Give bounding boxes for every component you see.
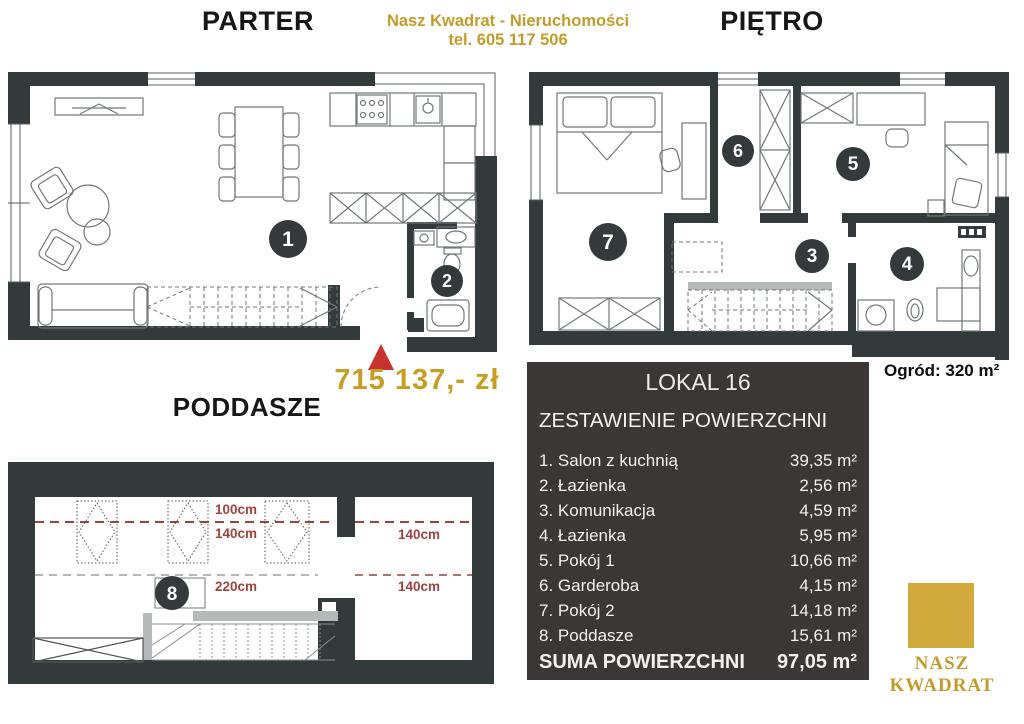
armchair bbox=[37, 228, 82, 273]
garderoba-6 bbox=[760, 90, 790, 210]
parter-windows bbox=[8, 72, 495, 282]
total-area: 97,05 m² bbox=[776, 651, 857, 673]
dim-100cm: 100cm bbox=[215, 502, 258, 517]
living-room-furniture bbox=[29, 98, 299, 328]
agency-phone: tel. 605 117 506 bbox=[448, 31, 568, 49]
svg-text:5: 5 bbox=[847, 154, 859, 175]
agency-name: Nasz Kwadrat - Nieruchomości bbox=[386, 12, 630, 30]
room-area: 5,95 m² bbox=[799, 525, 857, 545]
dim-140cm-right-top: 140cm bbox=[398, 527, 441, 542]
pietro-title: PIĘTRO bbox=[720, 6, 824, 36]
room-marker-4 bbox=[890, 247, 924, 281]
floor-plan-pietro bbox=[512, 60, 1024, 360]
bathroom-sink bbox=[964, 256, 978, 276]
room-marker-6 bbox=[722, 135, 754, 167]
double-bed bbox=[557, 93, 662, 193]
room-label: 5. Pokój 1 bbox=[539, 550, 615, 570]
wardrobe bbox=[801, 93, 853, 123]
dining-table bbox=[219, 107, 299, 201]
stove bbox=[357, 95, 387, 124]
room-area: 39,35 m² bbox=[789, 450, 857, 470]
room-marker-3 bbox=[795, 239, 829, 273]
svg-text:6: 6 bbox=[732, 141, 744, 161]
floor-plan-poddasze bbox=[0, 440, 512, 724]
price-label: 715 137,- zł bbox=[334, 364, 500, 396]
tv-cabinet bbox=[55, 98, 143, 115]
desk bbox=[857, 93, 925, 125]
attic-wardrobe bbox=[33, 638, 143, 662]
room-row bbox=[539, 498, 857, 523]
single-bed bbox=[945, 122, 988, 215]
poddasze-title: PODDASZE bbox=[172, 392, 322, 422]
bedroom-5 bbox=[801, 93, 988, 216]
skylights bbox=[77, 501, 309, 563]
stair-railing bbox=[143, 613, 152, 660]
washer bbox=[414, 231, 434, 245]
area-summary-panel bbox=[527, 362, 869, 680]
dim-140cm-left: 140cm bbox=[215, 526, 258, 541]
height-lines bbox=[35, 502, 472, 594]
wardrobe bbox=[559, 298, 660, 330]
desk bbox=[682, 123, 706, 199]
room-area: 2,56 m² bbox=[799, 475, 857, 495]
room-area: 4,59 m² bbox=[799, 500, 857, 520]
stair-railing bbox=[193, 611, 338, 621]
bathroom-4 bbox=[858, 226, 986, 331]
room-marker-2 bbox=[431, 265, 463, 297]
room-area: 4,15 m² bbox=[799, 575, 857, 595]
stair-railing bbox=[688, 282, 832, 290]
logo-text: NASZ KWADRAT bbox=[889, 653, 995, 696]
armchair bbox=[29, 165, 75, 210]
room-label: 3. Komunikacja bbox=[539, 500, 656, 520]
room-label: 8. Poddasze bbox=[539, 625, 634, 645]
room-label: 4. Łazienka bbox=[539, 525, 626, 545]
coffee-table bbox=[84, 219, 110, 245]
svg-text:8: 8 bbox=[166, 584, 178, 605]
room-label: 7. Pokój 2 bbox=[539, 600, 615, 620]
room-area: 15,61 m² bbox=[789, 625, 857, 645]
panel-subtitle: ZESTAWIENIE POWIERZCHNI bbox=[539, 409, 828, 432]
bathroom-sink bbox=[437, 227, 475, 247]
garden-area-label: Ogród: 320 m² bbox=[884, 361, 1000, 380]
logo-square bbox=[908, 583, 974, 648]
dim-140cm-right-bottom: 140cm bbox=[398, 579, 441, 594]
stairs-poddasze bbox=[143, 611, 338, 660]
svg-text:4: 4 bbox=[901, 254, 913, 275]
room-area: 14,18 m² bbox=[789, 600, 857, 620]
room-row bbox=[539, 623, 857, 648]
room-label: 6. Garderoba bbox=[539, 575, 640, 595]
pietro-windows bbox=[529, 72, 1009, 200]
unit-title: LOKAL 16 bbox=[645, 369, 751, 395]
svg-text:3: 3 bbox=[806, 246, 818, 267]
room-label: 2. Łazienka bbox=[539, 475, 626, 495]
room-row bbox=[539, 573, 857, 598]
room-row bbox=[539, 548, 857, 573]
room-marker-8 bbox=[155, 576, 189, 610]
agency-header bbox=[360, 12, 656, 50]
room-label: 1. Salon z kuchnią bbox=[539, 450, 678, 470]
poddasze-walls bbox=[8, 462, 494, 684]
room-row bbox=[539, 598, 857, 623]
bedroom-7 bbox=[557, 93, 706, 330]
parter-title: PARTER bbox=[201, 6, 314, 36]
room-marker-7 bbox=[589, 223, 627, 261]
room-marker-5 bbox=[836, 147, 870, 181]
floor-plan-parter bbox=[0, 60, 512, 352]
stairs-parter bbox=[147, 287, 381, 327]
total-label: SUMA POWIERZCHNI bbox=[539, 651, 745, 673]
room-row bbox=[539, 473, 857, 498]
dim-220cm: 220cm bbox=[215, 579, 258, 594]
room-row bbox=[539, 448, 857, 473]
svg-text:2: 2 bbox=[441, 271, 453, 291]
total-row bbox=[539, 651, 857, 674]
room-list bbox=[539, 448, 857, 648]
room-marker-1 bbox=[269, 220, 307, 258]
sofa bbox=[38, 284, 148, 328]
wardrobe bbox=[330, 193, 476, 223]
shower bbox=[937, 288, 980, 321]
room-area: 10,66 m² bbox=[789, 550, 857, 570]
svg-text:1: 1 bbox=[282, 228, 294, 251]
kitchen bbox=[330, 93, 476, 223]
room-row bbox=[539, 523, 857, 548]
svg-text:7: 7 bbox=[602, 231, 614, 254]
